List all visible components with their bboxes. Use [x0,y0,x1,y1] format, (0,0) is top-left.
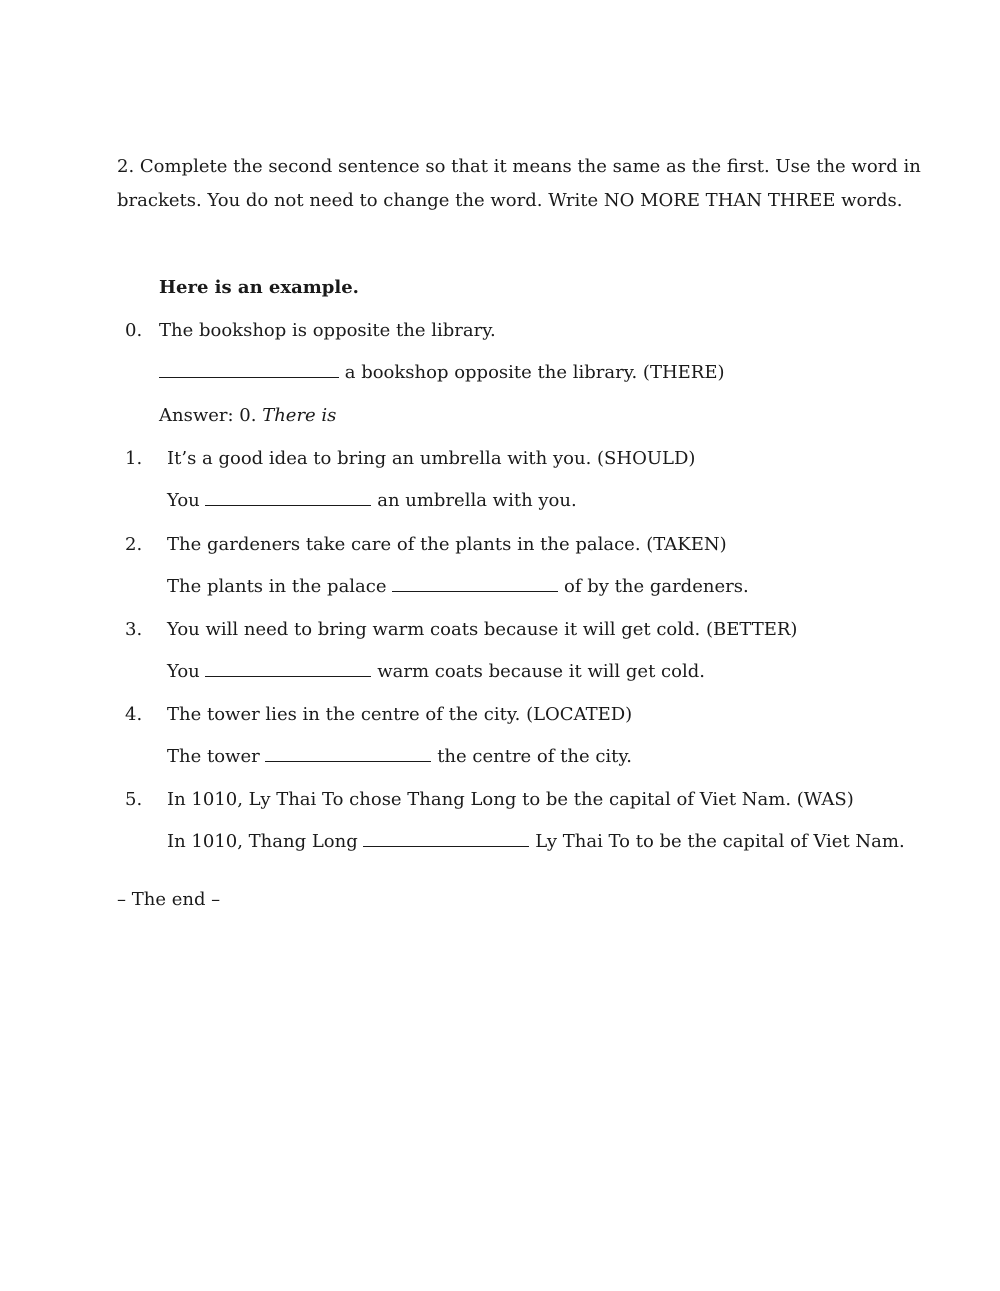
item-sentence: The tower lies in the centre of the city. (LOCATED) [167,704,633,725]
example-sentence: The bookshop is opposite the library. [159,320,496,341]
item-rewrite-before: In 1010, Thang Long [167,831,358,852]
instructions-line-2: brackets. You do not need to change the word. Write NO MORE THAN THREE words. [117,190,903,211]
item-number: 4. [125,704,143,725]
example-rewrite-text: a bookshop opposite the library. (THERE) [344,362,725,383]
answer-blank[interactable] [392,575,558,592]
example-answer [159,404,336,428]
item-rewrite-before: The tower [167,746,260,767]
item-sentence: The gardeners take care of the plants in the palace. (TAKEN) [167,534,727,555]
item-sentence: It’s a good idea to bring an umbrella with you. (SHOULD) [167,448,696,469]
item-number: 2. [125,534,143,555]
item-rewrite-before: The plants in the palace [167,576,387,597]
item-rewrite-after: the centre of the city. [437,746,632,767]
item-rewrite-after: of by the gardeners. [563,576,749,597]
item-rewrite-before: You [167,490,200,511]
item-sentence: You will need to bring warm coats because it will get cold. (BETTER) [167,619,798,640]
footer-the-end: – The end – [117,889,221,910]
item-rewrite [167,489,577,513]
answer-blank[interactable] [205,660,371,677]
item-rewrite-before: You [167,661,200,682]
item-rewrite [167,745,632,769]
answer-blank[interactable] [205,489,371,506]
item-number: 3. [125,619,143,640]
example-rewrite [159,361,725,385]
item-sentence: In 1010, Ly Thai To chose Thang Long to be the capital of Viet Nam. (WAS) [167,789,854,810]
example-number: 0. [125,320,143,341]
item-number: 5. [125,789,143,810]
item-rewrite-after: Ly Thai To to be the capital of Viet Nam. [535,831,905,852]
example-answer-blank [159,361,339,378]
item-rewrite [167,660,705,684]
answer-blank[interactable] [363,830,529,847]
item-rewrite-after: an umbrella with you. [377,490,577,511]
example-heading: Here is an example. [159,277,359,298]
example-answer-label: Answer: 0. [159,405,257,426]
item-rewrite-after: warm coats because it will get cold. [377,661,705,682]
answer-blank[interactable] [265,745,431,762]
item-rewrite [167,575,749,599]
instructions-line-1: 2. Complete the second sentence so that it means the same as the first. Use the word in [117,156,921,177]
example-answer-value: There is [262,405,337,426]
item-rewrite [167,830,905,854]
item-number: 1. [125,448,143,469]
